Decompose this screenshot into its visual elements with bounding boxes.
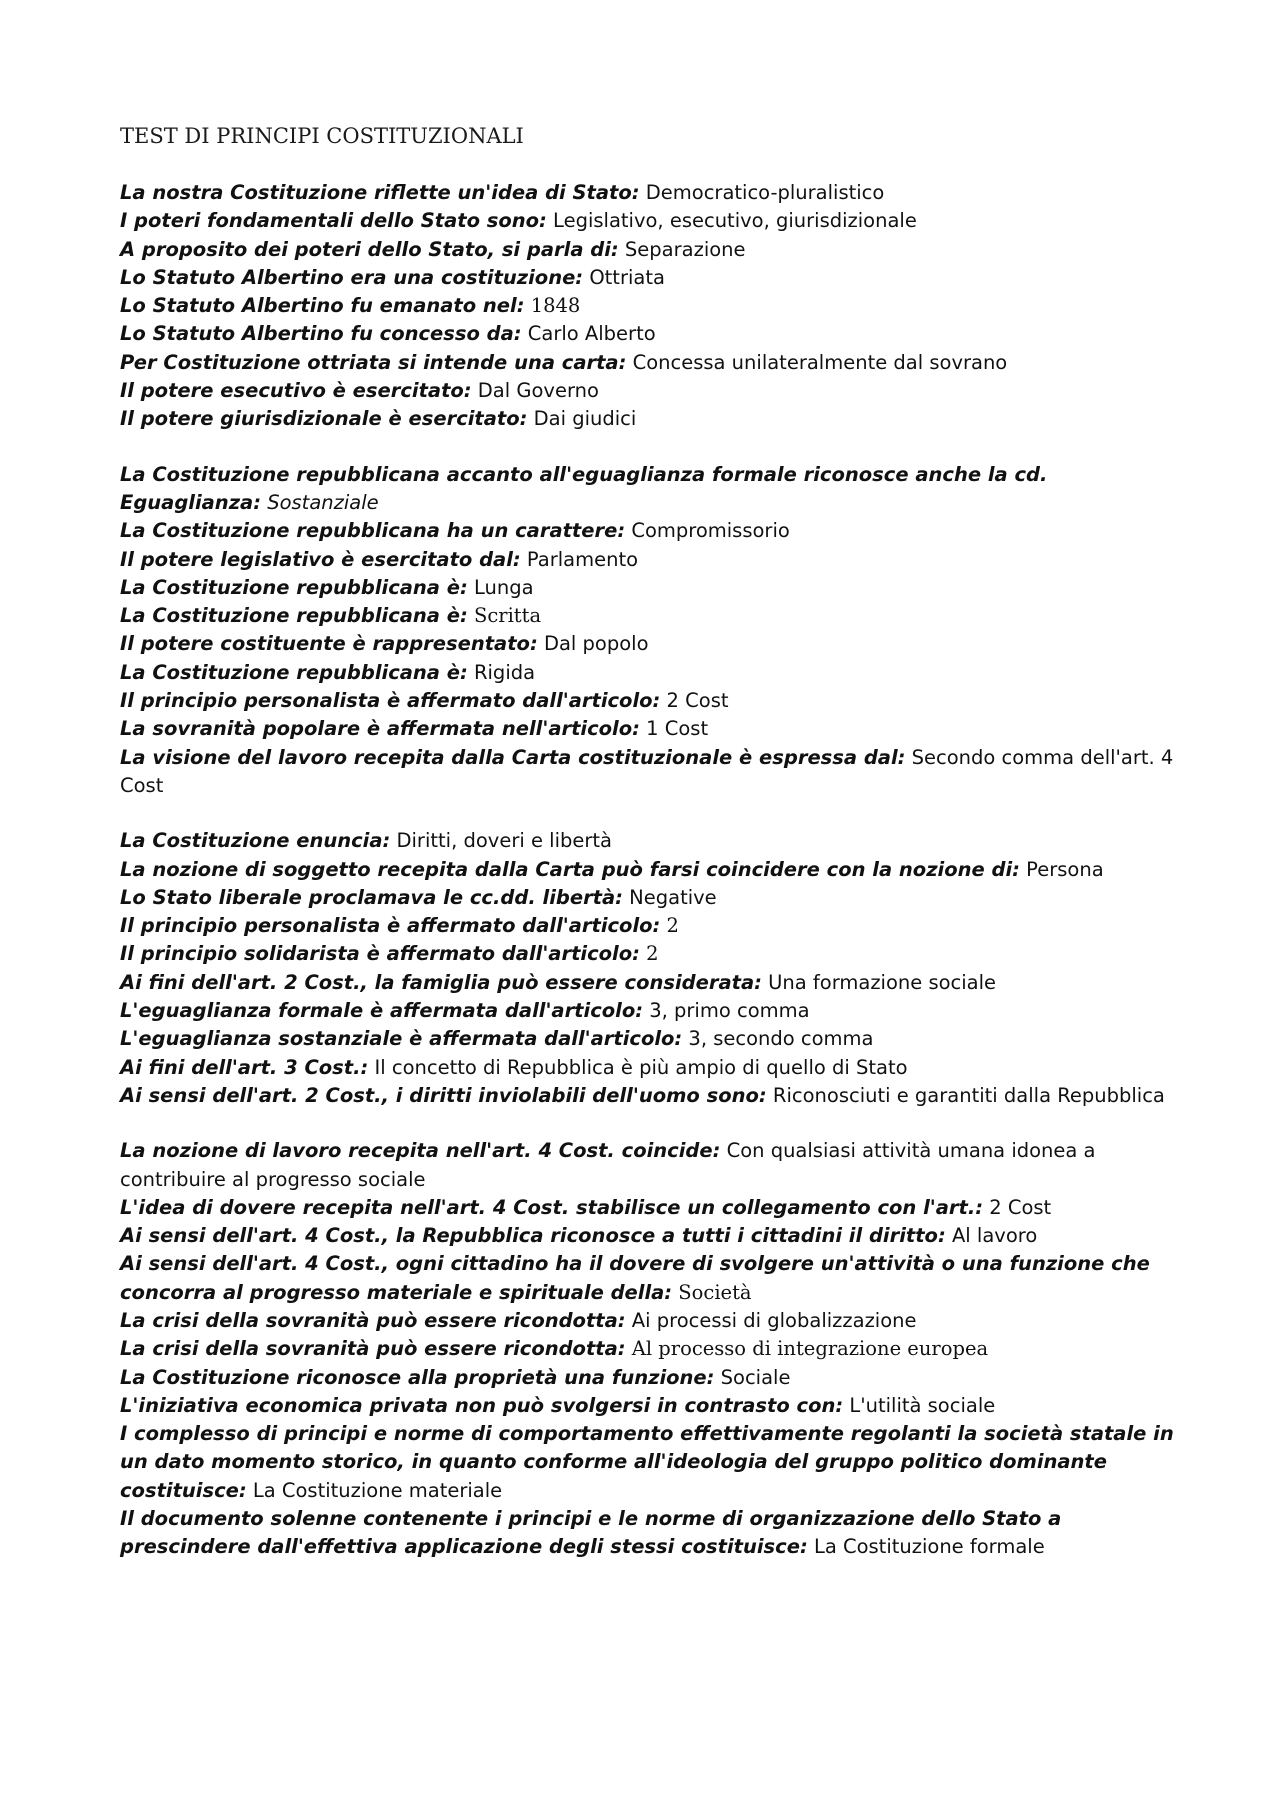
question-text: Ai fini dell'art. 3 Cost.:	[120, 1055, 369, 1079]
qa-item	[120, 630, 1180, 658]
question-text: Il documento solenne contenente i principi e le norme di organizzazione dello Stato a prescindere dall'effettiva applicazione degli stessi costituisce:	[120, 1507, 1062, 1559]
qa-item	[120, 1505, 1180, 1562]
qa-item	[120, 1137, 1180, 1194]
answer-text: Persona	[1026, 857, 1104, 881]
question-text: Il potere legislativo è esercitato dal:	[120, 547, 521, 571]
qa-item	[120, 1194, 1180, 1222]
qa-item	[120, 687, 1180, 715]
answer-text: Al processo di integrazione europea	[631, 1337, 989, 1361]
answer-text: Al lavoro	[951, 1224, 1038, 1248]
qa-item	[120, 1364, 1180, 1392]
answer-text: Rigida	[473, 660, 536, 684]
document-page	[120, 122, 1180, 1589]
answer-text: Il concetto di Repubblica è più ampio di quello di Stato	[374, 1055, 908, 1079]
qa-item	[120, 349, 1180, 377]
qa-item	[120, 207, 1180, 235]
question-text: La Costituzione repubblicana è:	[120, 660, 468, 684]
answer-text: Separazione	[624, 237, 746, 261]
qa-item	[120, 969, 1180, 997]
answer-text: 2	[646, 942, 659, 966]
qa-item	[120, 827, 1180, 855]
qa-item	[120, 405, 1180, 433]
question-text: La Costituzione repubblicana ha un carattere:	[120, 519, 626, 543]
qa-item	[120, 1420, 1180, 1505]
question-text: L'iniziativa economica privata non può svolgersi in contrasto con:	[120, 1393, 844, 1417]
qa-section	[120, 179, 1180, 434]
qa-item	[120, 320, 1180, 348]
qa-item	[120, 574, 1180, 602]
qa-item	[120, 461, 1180, 518]
answer-text: 2 Cost	[989, 1195, 1052, 1219]
question-text: Lo Statuto Albertino era una costituzione:	[120, 265, 584, 289]
question-text: Ai sensi dell'art. 4 Cost., la Repubblica riconosce a tutti i cittadini il diritto:	[120, 1224, 946, 1248]
question-text: La crisi della sovranità può essere ricondotta:	[120, 1308, 626, 1332]
answer-text: Democratico-pluralistico	[645, 181, 885, 204]
qa-item	[120, 264, 1180, 292]
answer-text: 3, secondo comma	[688, 1027, 874, 1051]
question-text: La nozione di soggetto recepita dalla Carta può farsi coincidere con la nozione di:	[120, 857, 1020, 881]
qa-item	[120, 940, 1180, 968]
qa-item	[120, 884, 1180, 912]
question-text: Ai fini dell'art. 2 Cost., la famiglia può essere considerata:	[120, 970, 762, 994]
qa-item	[120, 1025, 1180, 1053]
answer-text: Sostanziale	[267, 490, 379, 514]
answer-text: 2	[666, 914, 679, 938]
answer-text: Con qualsiasi attività umana idonea a contribuire al progresso sociale	[120, 1139, 1096, 1191]
qa-section	[120, 1137, 1180, 1561]
question-text: La visione del lavoro recepita dalla Carta costituzionale è espressa dal:	[120, 745, 906, 769]
answer-text: Compromissorio	[631, 519, 790, 543]
answer-text: Sociale	[720, 1365, 791, 1389]
qa-item	[120, 179, 1180, 207]
question-text: La Costituzione repubblicana è:	[120, 575, 468, 599]
qa-item	[120, 1250, 1180, 1307]
question-text: La Costituzione repubblicana è:	[120, 604, 468, 628]
answer-text: Scritta	[473, 604, 542, 628]
answer-text: L'utilità sociale	[849, 1393, 996, 1417]
answer-text: 2 Cost	[666, 689, 729, 713]
question-text: A proposito dei poteri dello Stato, si parla di:	[120, 237, 619, 261]
qa-item	[120, 1222, 1180, 1250]
qa-item	[120, 517, 1180, 545]
answer-text: La Costituzione formale	[813, 1535, 1045, 1559]
answer-text: Una formazione sociale	[768, 970, 997, 994]
qa-item	[120, 997, 1180, 1025]
question-text: Lo Stato liberale proclamava le cc.dd. libertà:	[120, 885, 623, 909]
qa-item	[120, 1082, 1180, 1110]
qa-item	[120, 659, 1180, 687]
question-text: Lo Statuto Albertino fu emanato nel:	[120, 294, 525, 318]
qa-item	[120, 377, 1180, 405]
question-text: La nozione di lavoro recepita nell'art. 4 Cost. coincide:	[120, 1139, 721, 1163]
question-text: I complesso di principi e norme di comportamento effettivamente regolanti la società statale in un dato momento storico, in quanto conforme all'ideologia del gruppo politico dominante costituisce:	[120, 1422, 1174, 1502]
answer-text: 1848	[530, 294, 581, 318]
qa-item	[120, 236, 1180, 264]
qa-item	[120, 1335, 1180, 1363]
question-text: L'eguaglianza formale è affermata dall'articolo:	[120, 999, 644, 1023]
question-text: La Costituzione enuncia:	[120, 829, 391, 853]
answer-text: Dal Governo	[477, 379, 599, 403]
answer-text: Negative	[629, 885, 717, 909]
answer-text: Società	[678, 1280, 752, 1304]
question-text: La Costituzione riconosce alla proprietà una funzione:	[120, 1365, 715, 1389]
answer-text: Diritti, doveri e libertà	[396, 829, 612, 853]
question-text: Il potere esecutivo è esercitato:	[120, 379, 472, 403]
question-text: Il potere giurisdizionale è esercitato:	[120, 407, 528, 431]
answer-text: La Costituzione materiale	[252, 1478, 503, 1502]
question-text: L'idea di dovere recepita nell'art. 4 Cost. stabilisce un collegamento con l'art.:	[120, 1195, 984, 1219]
qa-item	[120, 1392, 1180, 1420]
answer-text: Ottriata	[589, 265, 665, 289]
answer-text: Concessa unilateralmente dal sovrano	[632, 350, 1008, 374]
qa-item	[120, 856, 1180, 884]
answer-text: Lunga	[473, 575, 534, 599]
qa-item	[120, 602, 1180, 630]
answer-text: Riconosciuti e garantiti dalla Repubblica	[772, 1083, 1165, 1107]
answer-text: Ai processi di globalizzazione	[631, 1308, 917, 1332]
qa-item	[120, 744, 1180, 801]
qa-item	[120, 1307, 1180, 1335]
qa-item	[120, 715, 1180, 743]
qa-section	[120, 461, 1180, 801]
qa-sections	[120, 179, 1180, 1562]
answer-text: 1 Cost	[646, 717, 709, 741]
question-text: La crisi della sovranità può essere ricondotta:	[120, 1337, 626, 1361]
question-text: La nostra Costituzione riflette un'idea di Stato:	[120, 181, 640, 204]
question-text: Il principio personalista è affermato dall'articolo:	[120, 914, 661, 938]
answer-text: Parlamento	[526, 547, 639, 571]
answer-text: Legislativo, esecutivo, giurisdizionale	[553, 209, 917, 233]
qa-section	[120, 827, 1180, 1110]
question-text: I poteri fondamentali dello Stato sono:	[120, 209, 547, 233]
document-title: TEST DI PRINCIPI COSTITUZIONALI	[120, 124, 524, 148]
question-text: Per Costituzione ottriata si intende una carta:	[120, 350, 627, 374]
question-text: Il potere costituente è rappresentato:	[120, 632, 538, 656]
answer-text: Secondo comma dell'art. 4 Cost	[120, 745, 1174, 797]
answer-text: Carlo Alberto	[527, 322, 656, 346]
question-text: Ai sensi dell'art. 4 Cost., ogni cittadino ha il dovere di svolgere un'attività o una funzione che concorra al progresso materiale e spirituale della:	[120, 1252, 1150, 1304]
question-text: L'eguaglianza sostanziale è affermata dall'articolo:	[120, 1027, 683, 1051]
question-text: La sovranità popolare è affermata nell'articolo:	[120, 717, 640, 741]
question-text: Lo Statuto Albertino fu concesso da:	[120, 322, 522, 346]
question-text: Il principio solidarista è affermato dall'articolo:	[120, 942, 640, 966]
qa-item	[120, 546, 1180, 574]
qa-item	[120, 292, 1180, 320]
answer-text: 3, primo comma	[649, 999, 810, 1023]
qa-item	[120, 1054, 1180, 1082]
question-text: Ai sensi dell'art. 2 Cost., i diritti inviolabili dell'uomo sono:	[120, 1083, 767, 1107]
question-text: Il principio personalista è affermato dall'articolo:	[120, 689, 661, 713]
answer-text: Dal popolo	[543, 632, 649, 656]
qa-item	[120, 912, 1180, 940]
answer-text: Dai giudici	[533, 407, 637, 431]
question-text: La Costituzione repubblicana accanto all'eguaglianza formale riconosce anche la cd. Eguaglianza:	[120, 462, 1048, 514]
